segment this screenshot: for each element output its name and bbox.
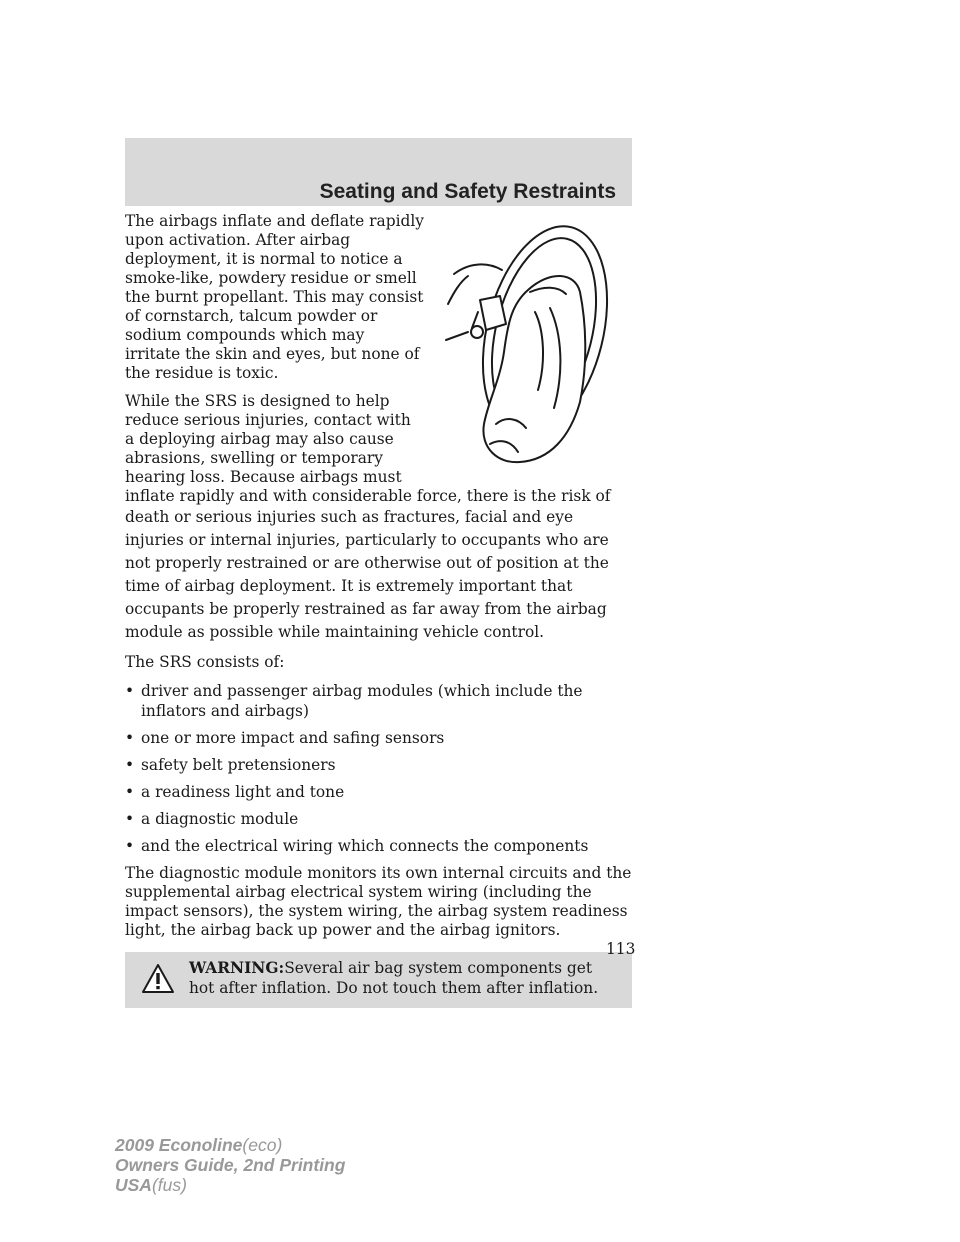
list-item: • one or more impact and safing sensors xyxy=(125,729,445,747)
list-item: • a readiness light and tone xyxy=(125,783,345,801)
list-item: • and the electrical wiring which connects the components xyxy=(125,837,589,855)
footer xyxy=(115,1135,345,1195)
list-item: • driver and passenger airbag modules (which include the inflators and airbags) xyxy=(125,682,583,720)
list-item: • safety belt pretensioners xyxy=(125,756,336,774)
bullet-icon: • xyxy=(125,783,135,801)
section-title: Seating and Safety Restraints xyxy=(319,180,616,203)
injury-paragraph-part2: serious injuries such as fractures, facial and eye injuries or internal injuries, particularly to occupants who are not properly restrained or are otherwise out of position at the time of airbag deployment. It is extremely important that occupants be properly restrained as far away from the airbag module as possible while maintaining vehicle control. xyxy=(125,508,609,641)
bullet-icon: • xyxy=(125,729,135,747)
residue-paragraph: The airbags inflate and deflate rapidly upon activation. After airbag deployment, it is normal to notice a smoke-like, powdery residue or smell the burnt propellant. This may consist of cornstarch, talcum powder or sodium compounds which may irritate the skin and eyes, but none of the residue is toxic. xyxy=(125,212,424,382)
srs-components-list xyxy=(125,681,632,856)
bullet-icon: • xyxy=(125,682,135,700)
page-content xyxy=(125,212,632,1008)
section-header xyxy=(125,138,632,206)
list-item: • a diagnostic module xyxy=(125,810,299,828)
deployed-airbag-illustration xyxy=(440,212,610,470)
warning-text xyxy=(189,958,618,998)
warning-triangle-icon xyxy=(141,963,175,995)
injury-paragraph-part1: While the SRS is designed to help reduce serious injuries, contact with a deploying airbag may also cause abrasions, swelling or temporary hearing loss. Because airbags must inflate rapidly and with considerable force, there is the risk of death or xyxy=(125,392,611,526)
srs-intro: The SRS consists of: xyxy=(125,653,285,671)
footer-line-2: Owners Guide, 2nd Printing xyxy=(115,1155,346,1175)
bullet-icon: • xyxy=(125,756,135,774)
footer-line-1: 2009 Econoline(eco) xyxy=(115,1135,283,1155)
bullet-icon: • xyxy=(125,810,135,828)
diagnostic-paragraph: The diagnostic module monitors its own internal circuits and the supplemental airbag electrical system wiring (including the impact sensors), the system wiring, the airbag system readiness light, the airbag back up power and the airbag ignitors. xyxy=(125,864,632,939)
warning-message: Several air bag system components get hot after inflation. Do not touch them after inflation. xyxy=(189,959,599,997)
warning-label: WARNING: xyxy=(189,959,285,977)
page-number: 113 xyxy=(606,940,636,958)
warning-box xyxy=(125,952,632,1008)
bullet-icon: • xyxy=(125,837,135,855)
footer-line-3: USA(fus) xyxy=(115,1175,187,1195)
